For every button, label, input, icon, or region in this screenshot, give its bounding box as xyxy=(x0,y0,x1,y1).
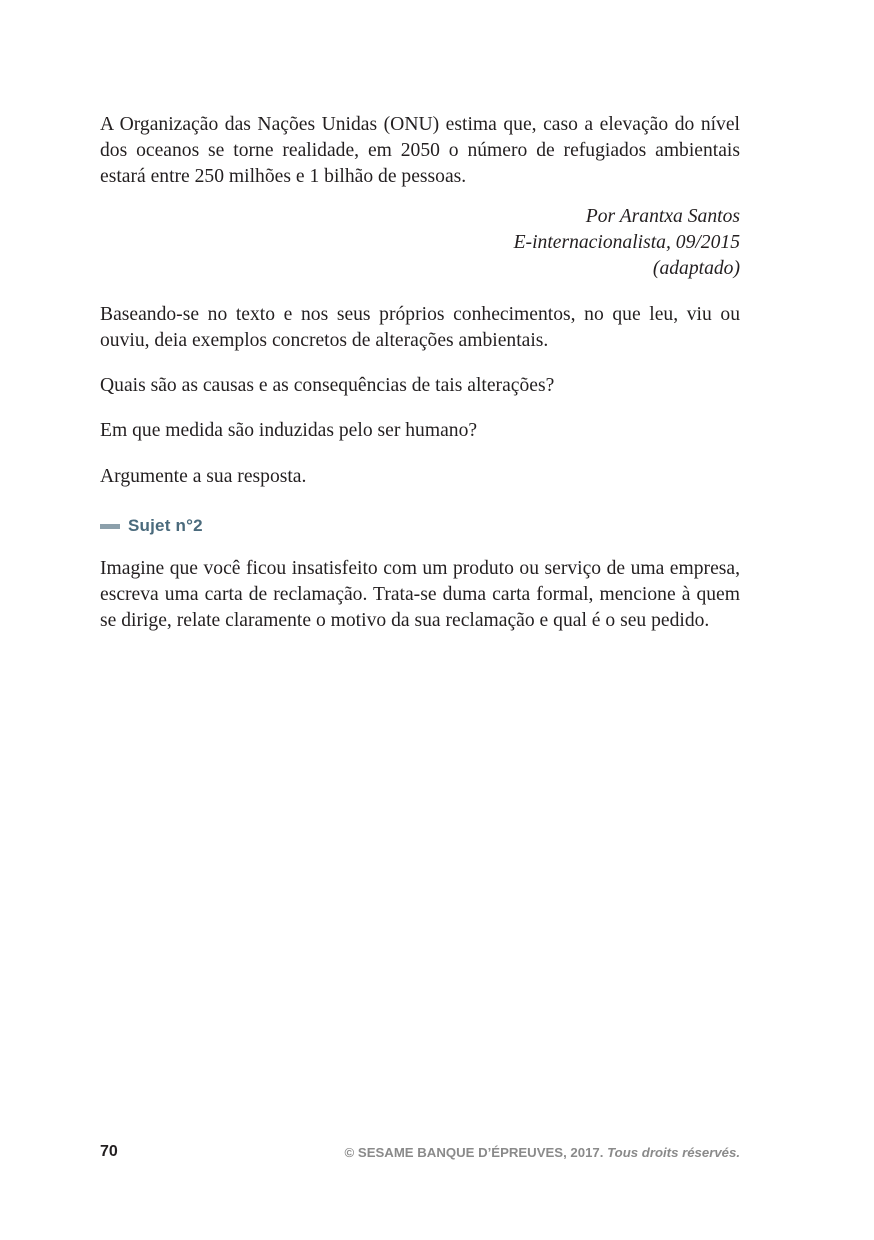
section-heading xyxy=(100,514,740,538)
question-4: Argumente a sua resposta. xyxy=(100,466,307,487)
source-note: (adaptado) xyxy=(652,258,740,279)
question-1: Baseando-se no texto e nos seus próprios conhecimentos, no que leu, viu ou ouviu, deia exemplos concretos de alterações ambientais. xyxy=(100,304,740,351)
question-2: Quais são as causas e as consequências de tais alterações? xyxy=(100,375,555,396)
page-content xyxy=(100,112,740,634)
section-bar-icon xyxy=(100,524,120,529)
page-footer xyxy=(100,1141,740,1163)
rights-text: Tous droits réservés. xyxy=(607,1144,740,1160)
copyright-notice xyxy=(345,1145,740,1160)
source-publication: E-internacionalista, 09/2015 xyxy=(513,232,740,253)
copyright-text: © SESAME BANQUE D’ÉPREUVES, 2017. xyxy=(344,1144,604,1160)
source-author: Por Arantxa Santos xyxy=(585,206,740,227)
section-title: Sujet n°2 xyxy=(128,516,203,535)
section-2-text: Imagine que você ficou insatisfeito com um produto ou serviço de uma empresa, escreva uma carta de reclamação. Trata-se duma carta formal, mencione à quem se dirige, relate claramente o motivo da sua reclamação e qual é o seu pedido. xyxy=(100,558,740,631)
page-number: 70 xyxy=(100,1143,118,1160)
question-3: Em que medida são induzidas pelo ser humano? xyxy=(100,420,478,441)
intro-paragraph: A Organização das Nações Unidas (ONU) estima que, caso a elevação do nível dos oceanos se torne realidade, em 2050 o número de refugiados ambientais estará entre 250 milhões e 1 bilhão de pessoas. xyxy=(100,114,740,187)
source-citation xyxy=(100,204,740,282)
